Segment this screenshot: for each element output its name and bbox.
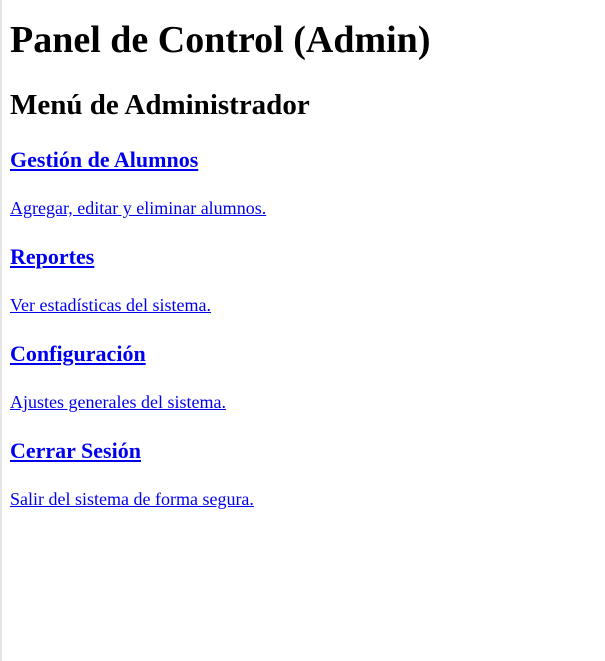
menu-item-logout (10, 438, 595, 509)
menu-item-settings (10, 341, 595, 412)
settings-link[interactable]: Configuración (10, 341, 146, 366)
left-border-divider (0, 0, 2, 661)
logout-description-link[interactable]: Salir del sistema de forma segura. (10, 489, 254, 509)
menu-item-reports (10, 244, 595, 315)
students-management-description-link[interactable]: Agregar, editar y eliminar alumnos. (10, 198, 267, 218)
reports-description-link[interactable]: Ver estadísticas del sistema. (10, 295, 211, 315)
students-management-link[interactable]: Gestión de Alumnos (10, 147, 199, 172)
settings-description-link[interactable]: Ajustes generales del sistema. (10, 392, 226, 412)
reports-link[interactable]: Reportes (10, 244, 95, 269)
admin-menu-heading: Menú de Administrador (10, 89, 310, 121)
page-title: Panel de Control (Admin) (10, 19, 431, 61)
menu-item-students (10, 147, 595, 218)
logout-link[interactable]: Cerrar Sesión (10, 438, 141, 463)
